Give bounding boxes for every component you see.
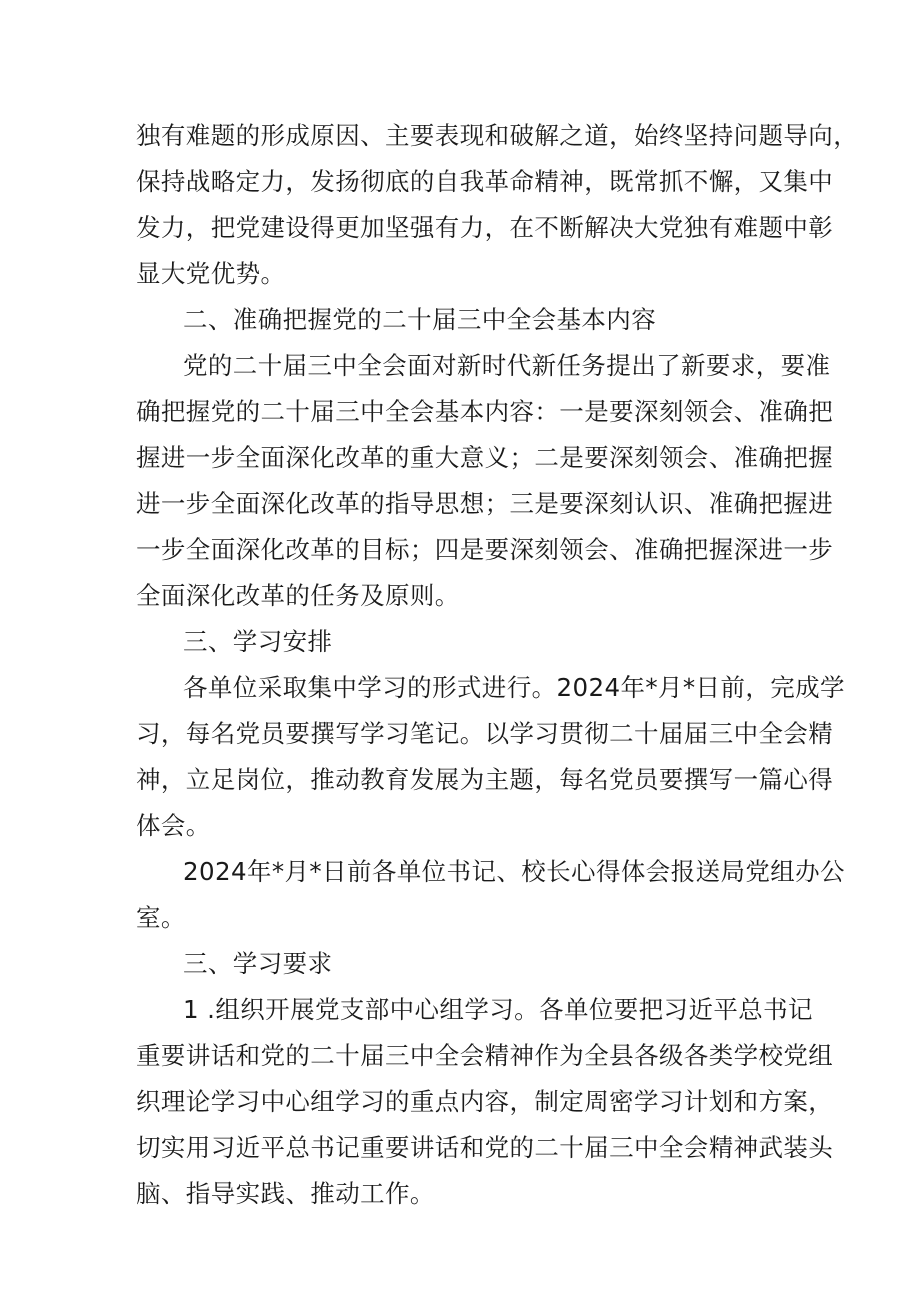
paragraph-line: 1 .组织开展党支部中心组学习。各单位要把习近平总书记 xyxy=(183,995,813,1024)
section-heading: 三、学习安排 xyxy=(183,627,333,656)
paragraph-line: 党的二十届三中全会面对新时代新任务提出了新要求，要准 xyxy=(183,351,831,380)
paragraph-line: 显大党优势。 xyxy=(136,259,286,288)
paragraph-line: 织理论学习中心组学习的重点内容，制定周密学习计划和方案， xyxy=(136,1087,834,1116)
document-body xyxy=(136,113,859,1217)
paragraph-line: 神，立足岗位，推动教育发展为主题，每名党员要撰写一篇心得 xyxy=(136,765,834,794)
paragraph-line: 体会。 xyxy=(136,811,211,840)
paragraph-line: 独有难题的形成原因、主要表现和破解之道，始终坚持问题导向， xyxy=(136,121,859,150)
paragraph-line: 发力，把党建设得更加坚强有力，在不断解决大党独有难题中彰 xyxy=(136,213,834,242)
paragraph-line: 2024年*月*日前各单位书记、校长心得体会报送局党组办公 xyxy=(183,857,845,886)
paragraph-line: 握进一步全面深化改革的重大意义；二是要深刻领会、准确把握 xyxy=(136,443,834,472)
paragraph-line: 保持战略定力，发扬彻底的自我革命精神，既常抓不懈，又集中 xyxy=(136,167,834,196)
paragraph-line: 一步全面深化改革的目标；四是要深刻领会、准确把握深进一步 xyxy=(136,535,834,564)
paragraph-line: 进一步全面深化改革的指导思想；三是要深刻认识、准确把握进 xyxy=(136,489,834,518)
paragraph-line: 确把握党的二十届三中全会基本内容：一是要深刻领会、准确把 xyxy=(136,397,834,426)
paragraph-line: 各单位采取集中学习的形式进行。2024年*月*日前，完成学 xyxy=(183,673,845,702)
section-heading: 三、学习要求 xyxy=(183,949,333,978)
paragraph-line: 室。 xyxy=(136,903,186,932)
paragraph-line: 脑、指导实践、推动工作。 xyxy=(136,1179,435,1208)
section-heading: 二、准确把握党的二十届三中全会基本内容 xyxy=(183,305,657,334)
paragraph-line: 切实用习近平总书记重要讲话和党的二十届三中全会精神武装头 xyxy=(136,1133,834,1162)
paragraph-line: 全面深化改革的任务及原则。 xyxy=(136,581,460,610)
paragraph-line: 习，每名党员要撰写学习笔记。以学习贯彻二十届届三中全会精 xyxy=(136,719,834,748)
paragraph-line: 重要讲话和党的二十届三中全会精神作为全县各级各类学校党组 xyxy=(136,1041,834,1070)
